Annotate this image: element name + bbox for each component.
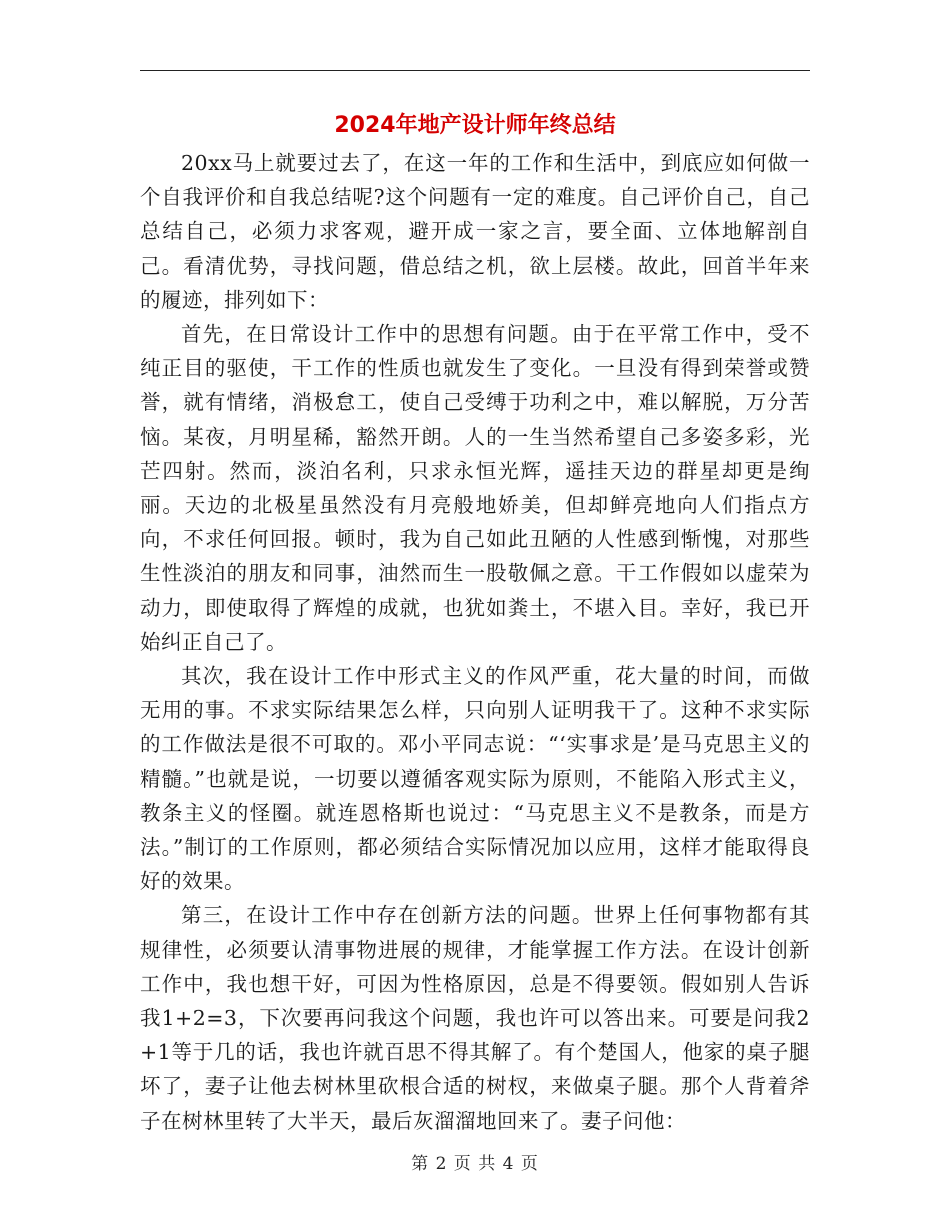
paragraph-third-point: 第三，在设计工作中存在创新方法的问题。世界上任何事物都有其规律性，必须要认清事物进展的规律，才能掌握工作方法。在设计创新工作中，我也想干好，可因为性格原因，总是不得要领。假如别人告诉我1+2=3，下次要再问我这个问题，我也许可以答出来。可要是问我2+1等于几的话，我也许就百思不得其解了。有个楚国人，他家的桌子腿坏了，妻子让他去树林里砍根合适的树杈，来做桌子腿。那个人背着斧子在树林里转了大半天，最后灰溜溜地回来了。妻子问他：: [140, 903, 810, 1133]
header-rule: [140, 70, 810, 71]
document-title: 2024年地产设计师年终总结: [334, 113, 616, 138]
page-number: 第 2 页 共 4 页: [411, 1154, 539, 1174]
paragraph-second-point: 其次，我在设计工作中形式主义的作风严重，花大量的时间，而做无用的事。不求实际结果怎么样，只向别人证明我干了。这种不求实际的工作做法是很不可取的。邓小平同志说：“‘实事求是’是马克思主义的精髓。”也就是说，一切要以遵循客观实际为原则，不能陷入形式主义，教条主义的怪圈。就连恩格斯也说过：“马克思主义不是教条，而是方法。”制订的工作原则，都必须结合实际情况加以应用，这样才能取得良好的效果。: [140, 664, 810, 894]
paragraph-first-point: 首先，在日常设计工作中的思想有问题。由于在平常工作中，受不纯正目的驱使，干工作的性质也就发生了变化。一旦没有得到荣誉或赞誉，就有情绪，消极怠工，使自己受缚于功利之中，难以解脱，万分苦恼。某夜，月明星稀，豁然开朗。人的一生当然希望自己多姿多彩，光芒四射。然而，淡泊名利，只求永恒光辉，遥挂天边的群星却更是绚丽。天边的北极星虽然没有月亮般地娇美，但却鲜亮地向人们指点方向，不求任何回报。顿时，我为自己如此丑陋的人性感到惭愧，对那些生性淡泊的朋友和同事，油然而生一股敬佩之意。干工作假如以虚荣为动力，即使取得了辉煌的成就，也犹如粪土，不堪入目。幸好，我已开始纠正自己了。: [140, 322, 810, 654]
paragraph-intro: 20xx马上就要过去了，在这一年的工作和生活中，到底应如何做一个自我评价和自我总结呢?这个问题有一定的难度。自己评价自己，自己总结自己，必须力求客观，避开成一家之言，要全面、立体地解剖自己。看清优势，寻找问题，借总结之机，欲上层楼。故此，回首半年来的履迹，排列如下：: [140, 151, 810, 312]
document-body: [140, 146, 810, 1138]
